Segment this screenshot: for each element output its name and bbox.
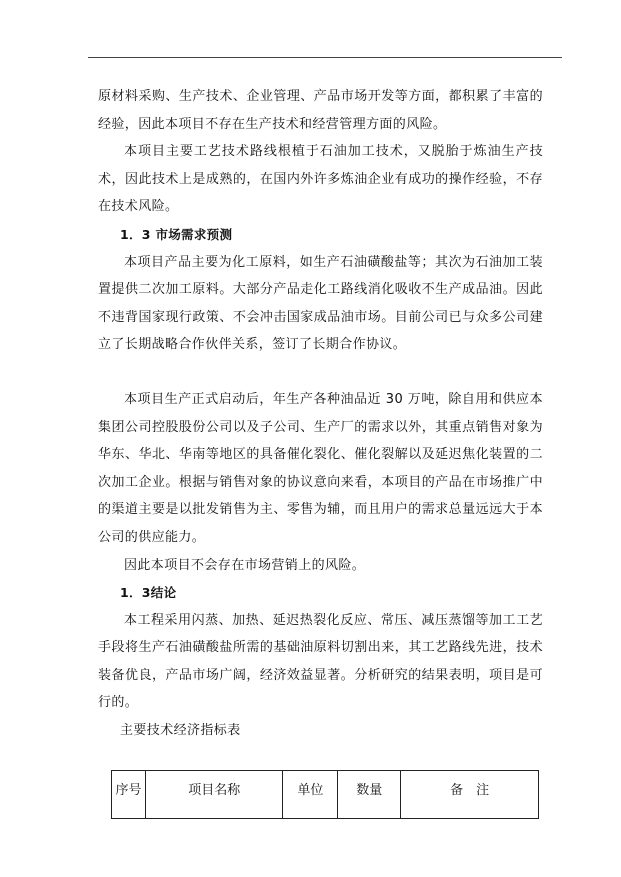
- header-remarks: 备 注: [401, 771, 539, 819]
- blank-line: [98, 359, 543, 386]
- table-caption: 主要技术经济指标表: [120, 723, 241, 739]
- paragraph-management-experience: 原材料采购、生产技术、企业管理、产品市场开发等方面，都积累了丰富的经验，因此本项目不存在生产技术和经营管理方面的风险。: [98, 89, 543, 132]
- header-unit: 单位: [283, 771, 338, 819]
- header-quantity: 数量: [338, 771, 401, 819]
- heading-market-forecast: 1．3 市场需求预测: [120, 226, 233, 242]
- table-header-row: [112, 771, 539, 819]
- heading-conclusion: 1．3结论: [120, 585, 177, 601]
- paragraph-market-risk: 因此本项目不会存在市场营销上的风险。: [124, 557, 366, 573]
- paragraph-products: 本项目产品主要为化工原料，如生产石油磺酸盐等；其次为石油加工装置提供二次加工原料。大部分产品走化工路线消化吸收不生产成品油。因此不违背国家现行政策、不会冲击国家成品油市场。目前公司已与众多公司建立了长期战略合作伙伴关系，签订了长期合作协议。: [98, 254, 543, 353]
- header-item-name: 项目名称: [146, 771, 283, 819]
- paragraph-technical-risk: 本项目主要工艺技术路线根植于石油加工技术，又脱胎于炼油生产技术，因此技术上是成熟的，在国内外许多炼油企业有成功的操作经验，不存在技术风险。: [98, 144, 543, 215]
- header-serial-number: 序号: [112, 771, 146, 819]
- indicator-table: [111, 770, 539, 819]
- header-rule: [88, 57, 562, 58]
- document-body: [98, 83, 543, 745]
- paragraph-conclusion: 本工程采用闪蒸、加热、延迟热裂化反应、常压、减压蒸馏等加工工艺手段将生产石油磺酸盐所需的基础油原料切割出来，其工艺路线先进，技术装备优良，产品市场广阔，经济效益显著。分析研究的结果表明，项目是可行的。: [98, 612, 543, 711]
- paragraph-sales: 本项目生产正式启动后，年生产各种油品近 30 万吨，除自用和供应本集团公司控股股份公司以及子公司、生产厂的需求以外，其重点销售对象为华东、华北、华南等地区的具备催化裂化、催化裂解以及延迟焦化装置的二次加工企业。根据与销售对象的协议意向来看，本项目的产品在市场推广中的渠道主要是以批发销售为主、零售为辅，而且用户的需求总量远远大于本公司的供应能力。: [98, 391, 543, 545]
